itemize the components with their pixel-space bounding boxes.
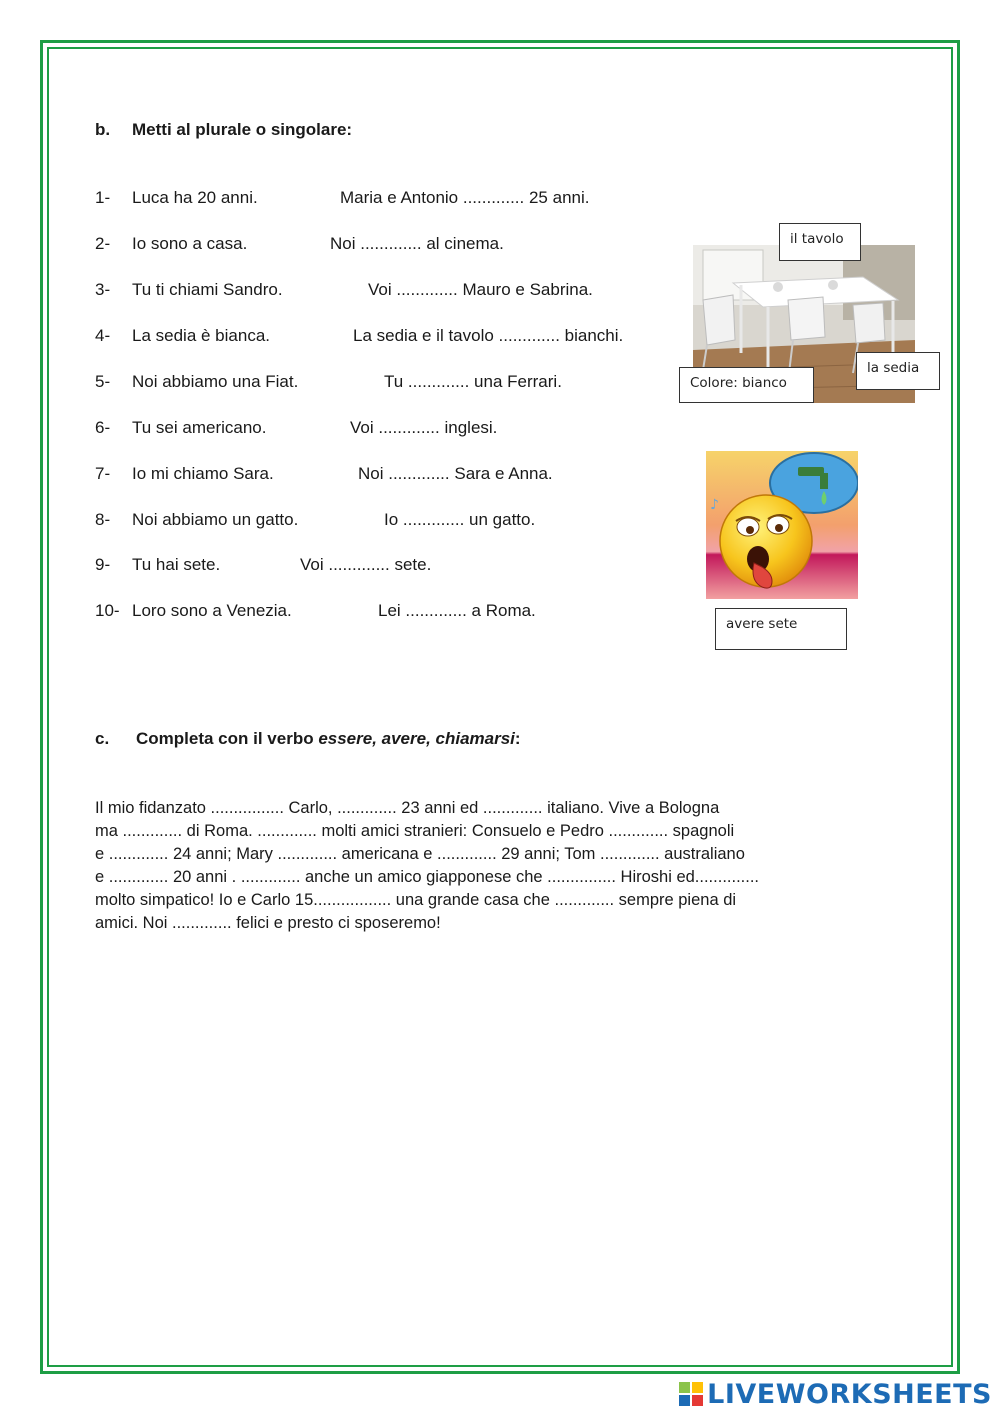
exercise-sentence: Io sono a casa. bbox=[132, 234, 248, 253]
paragraph-line[interactable]: e ............. 20 anni . ............. anche un amico giapponese che ............... Hiroshi ed.............. bbox=[95, 868, 759, 886]
section-c-letter: c. bbox=[95, 729, 110, 748]
exercise-sentence: Noi abbiamo una Fiat. bbox=[132, 372, 299, 391]
exercise-sentence: Luca ha 20 anni. bbox=[132, 188, 258, 207]
paragraph-line[interactable]: amici. Noi ............. felici e presto ci sposeremo! bbox=[95, 914, 441, 932]
exercise-blank-sentence[interactable]: Noi ............. Sara e Anna. bbox=[358, 464, 553, 483]
exercise-number: 4- bbox=[95, 326, 111, 345]
exercise-blank-sentence[interactable]: Noi ............. al cinema. bbox=[330, 234, 504, 253]
exercise-number: 7- bbox=[95, 464, 111, 483]
label-avere-sete: avere sete bbox=[715, 608, 847, 650]
section-c-colon: : bbox=[514, 729, 521, 748]
exercise-blank-sentence[interactable]: Voi ............. sete. bbox=[300, 555, 432, 574]
section-b-heading bbox=[95, 120, 352, 140]
logo-text: LIVEWORKSHEETS bbox=[707, 1378, 992, 1410]
label-la-sedia: la sedia bbox=[856, 352, 940, 390]
logo-squares-icon bbox=[679, 1382, 703, 1406]
exercise-sentence: La sedia è bianca. bbox=[132, 326, 270, 345]
section-b-title: Metti al plurale o singolare: bbox=[132, 120, 353, 139]
exercise-sentence: Loro sono a Venezia. bbox=[132, 601, 292, 620]
exercise-blank-sentence[interactable]: Maria e Antonio ............. 25 anni. bbox=[340, 188, 590, 207]
exercise-number: 1- bbox=[95, 188, 111, 207]
paragraph-line[interactable]: ma ............. di Roma. ............. molti amici stranieri: Consuelo e Pedro ............. spagnoli bbox=[95, 822, 735, 840]
section-c-title: Completa con il verbo bbox=[136, 729, 319, 748]
label-il-tavolo: il tavolo bbox=[779, 223, 861, 261]
paragraph-line[interactable]: molto simpatico! Io e Carlo 15................. una grande casa che ............. sempre piena di bbox=[95, 891, 737, 909]
exercise-blank-sentence[interactable]: Io ............. un gatto. bbox=[384, 510, 536, 529]
exercise-number: 9- bbox=[95, 555, 111, 574]
exercise-sentence: Io mi chiamo Sara. bbox=[132, 464, 274, 483]
section-c-verbs: essere, avere, chiamarsi bbox=[318, 729, 515, 748]
exercise-number: 6- bbox=[95, 418, 111, 437]
exercise-number: 3- bbox=[95, 280, 111, 299]
section-c-heading bbox=[95, 729, 521, 749]
cloze-paragraph bbox=[95, 797, 759, 935]
exercise-sentence: Tu hai sete. bbox=[132, 555, 221, 574]
liveworksheets-logo bbox=[679, 1377, 992, 1411]
exercise-sentence: Noi abbiamo un gatto. bbox=[132, 510, 299, 529]
exercise-blank-sentence[interactable]: Tu ............. una Ferrari. bbox=[384, 372, 562, 391]
exercise-number: 8- bbox=[95, 510, 111, 529]
exercise-blank-sentence[interactable]: Lei ............. a Roma. bbox=[378, 601, 536, 620]
thirsty-emoji-image bbox=[706, 451, 858, 599]
exercise-sentence: Tu ti chiami Sandro. bbox=[132, 280, 283, 299]
label-colore-bianco: Colore: bianco bbox=[679, 367, 814, 403]
exercise-blank-sentence[interactable]: La sedia e il tavolo ............. bianchi. bbox=[353, 326, 624, 345]
exercise-number: 10- bbox=[95, 601, 120, 620]
exercise-number: 5- bbox=[95, 372, 111, 391]
section-b-letter: b. bbox=[95, 120, 111, 139]
exercise-blank-sentence[interactable]: Voi ............. Mauro e Sabrina. bbox=[368, 280, 593, 299]
paragraph-line[interactable]: Il mio fidanzato ................ Carlo, ............. 23 anni ed ............. italiano. Vive a Bologna bbox=[95, 799, 720, 817]
exercise-sentence: Tu sei americano. bbox=[132, 418, 267, 437]
exercise-number: 2- bbox=[95, 234, 111, 253]
svg-text:♪: ♪ bbox=[710, 497, 719, 513]
exercise-blank-sentence[interactable]: Voi ............. inglesi. bbox=[350, 418, 498, 437]
paragraph-line[interactable]: e ............. 24 anni; Mary ............. americana e ............. 29 anni; Tom ............. australiano bbox=[95, 845, 745, 863]
